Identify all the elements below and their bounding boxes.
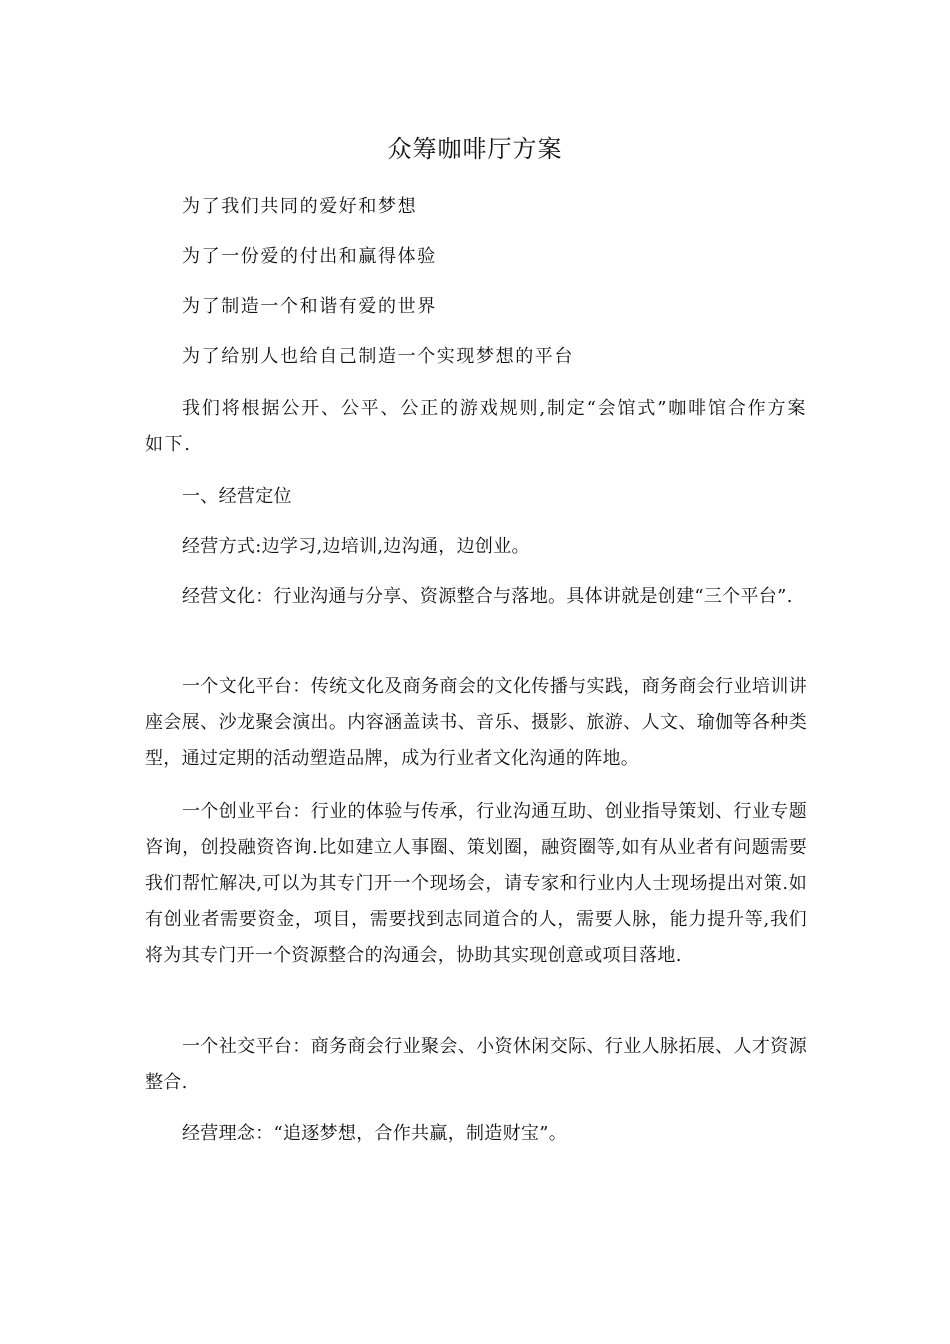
paragraph-business-philosophy: 经营理念：“追逐梦想，合作共赢，制造财宝”。 — [182, 1123, 568, 1144]
paragraph-social-platform: 一个社交平台：商务商会行业聚会、小资休闲交际、行业人脉拓展、人才资源整合. — [145, 1036, 807, 1093]
paragraph-love: 为了一份爱的付出和赢得体验 — [182, 246, 437, 267]
document-title: 众筹咖啡厅方案 — [387, 135, 563, 163]
section-heading-positioning: 一、经营定位 — [182, 486, 292, 507]
paragraph-startup-platform: 一个创业平台：行业的体验与传承，行业沟通互助、创业指导策划、行业专题咨询，创投融资咨询.比如建立人事圈、策划圈，融资圈等,如有从业者有问题需要我们帮忙解决,可以为其专门开一个现场会，请专家和行业内人士现场提出对策.如有创业者需要资金，项目，需要找到志同道合的人，需要人脉，能力提升等,我们将为其专门开一个资源整合的沟通会，协助其实现创意或项目落地. — [145, 801, 807, 966]
paragraph-world: 为了制造一个和谐有爱的世界 — [182, 296, 437, 317]
paragraph-business-mode: 经营方式:边学习,边培训,边沟通，边创业。 — [182, 536, 530, 557]
paragraph-platform: 为了给别人也给自己制造一个实现梦想的平台 — [182, 346, 574, 367]
paragraph-culture-platform: 一个文化平台：传统文化及商务商会的文化传播与实践，商务商会行业培训讲座会展、沙龙聚会演出。内容涵盖读书、音乐、摄影、旅游、人文、瑜伽等各种类型，通过定期的活动塑造品牌，成为行业者文化沟通的阵地。 — [145, 676, 807, 769]
paragraph-business-culture: 经营文化：行业沟通与分享、资源整合与落地。具体讲就是创建“三个平台”. — [182, 586, 793, 607]
paragraph-dream: 为了我们共同的爱好和梦想 — [182, 196, 418, 217]
paragraph-intro: 我们将根据公开、公平、公正的游戏规则,制定“会馆式”咖啡馆合作方案如下. — [145, 398, 807, 455]
